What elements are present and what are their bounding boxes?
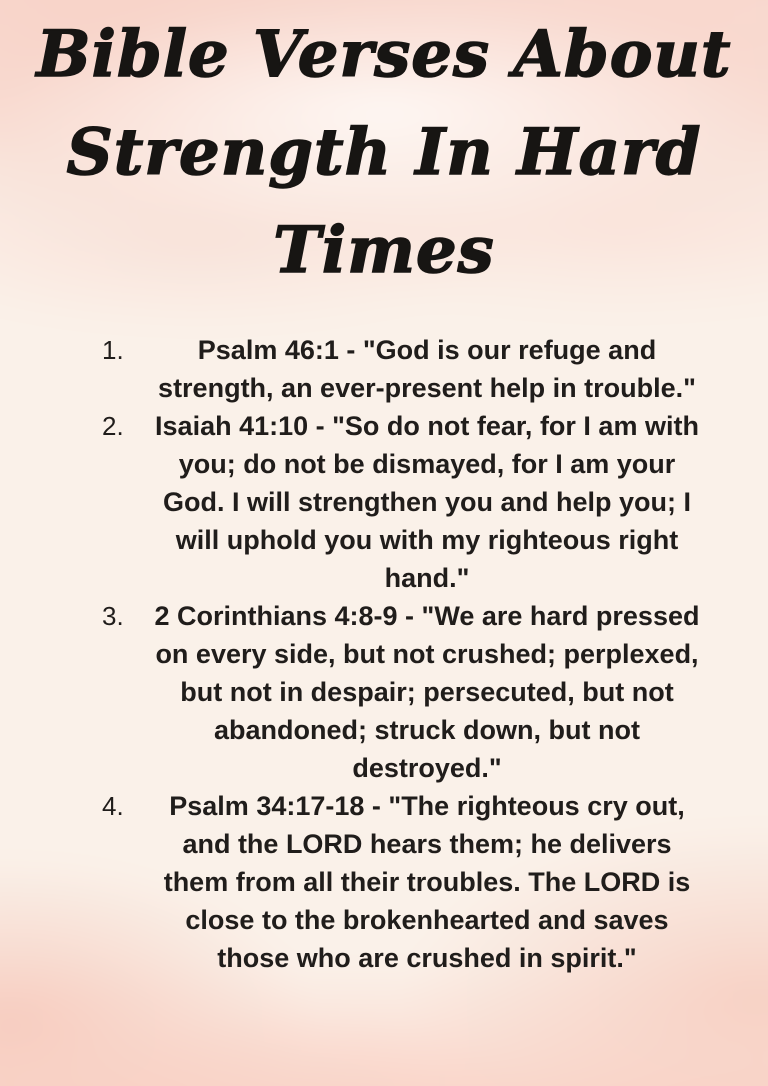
verse-text-2: Isaiah 41:10 - "So do not fear, for I am with you; do not be dismayed, for I am your God. I will strengthen you and help you; I will uphold you with my righteous right hand." bbox=[155, 411, 699, 593]
title-line-1: Bible Verses About bbox=[36, 17, 732, 92]
verse-number-2: 2. bbox=[102, 411, 124, 441]
verse-number-4: 4. bbox=[102, 791, 124, 821]
verse-list bbox=[0, 331, 768, 977]
verse-item-1 bbox=[102, 331, 706, 407]
verse-item-4 bbox=[102, 787, 706, 977]
verse-item-3 bbox=[102, 597, 706, 787]
title-line-3: Times bbox=[273, 213, 495, 288]
verse-item-2 bbox=[102, 407, 706, 597]
verse-text-1: Psalm 46:1 - "God is our refuge and strength, an ever-present help in trouble." bbox=[158, 335, 696, 403]
title-line-2: Strength In Hard bbox=[66, 115, 702, 190]
verse-text-3: 2 Corinthians 4:8-9 - "We are hard pressed on every side, but not crushed; perplexed, but not in despair; persecuted, but not abandoned; struck down, but not destroyed." bbox=[154, 601, 700, 783]
verse-text-4: Psalm 34:17-18 - "The righteous cry out, and the LORD hears them; he delivers them from all their troubles. The LORD is close to the brokenhearted and saves those who are crushed in spirit." bbox=[163, 791, 691, 973]
verse-number-1: 1. bbox=[102, 335, 124, 365]
verse-number-3: 3. bbox=[102, 601, 124, 631]
page-title bbox=[0, 6, 768, 300]
